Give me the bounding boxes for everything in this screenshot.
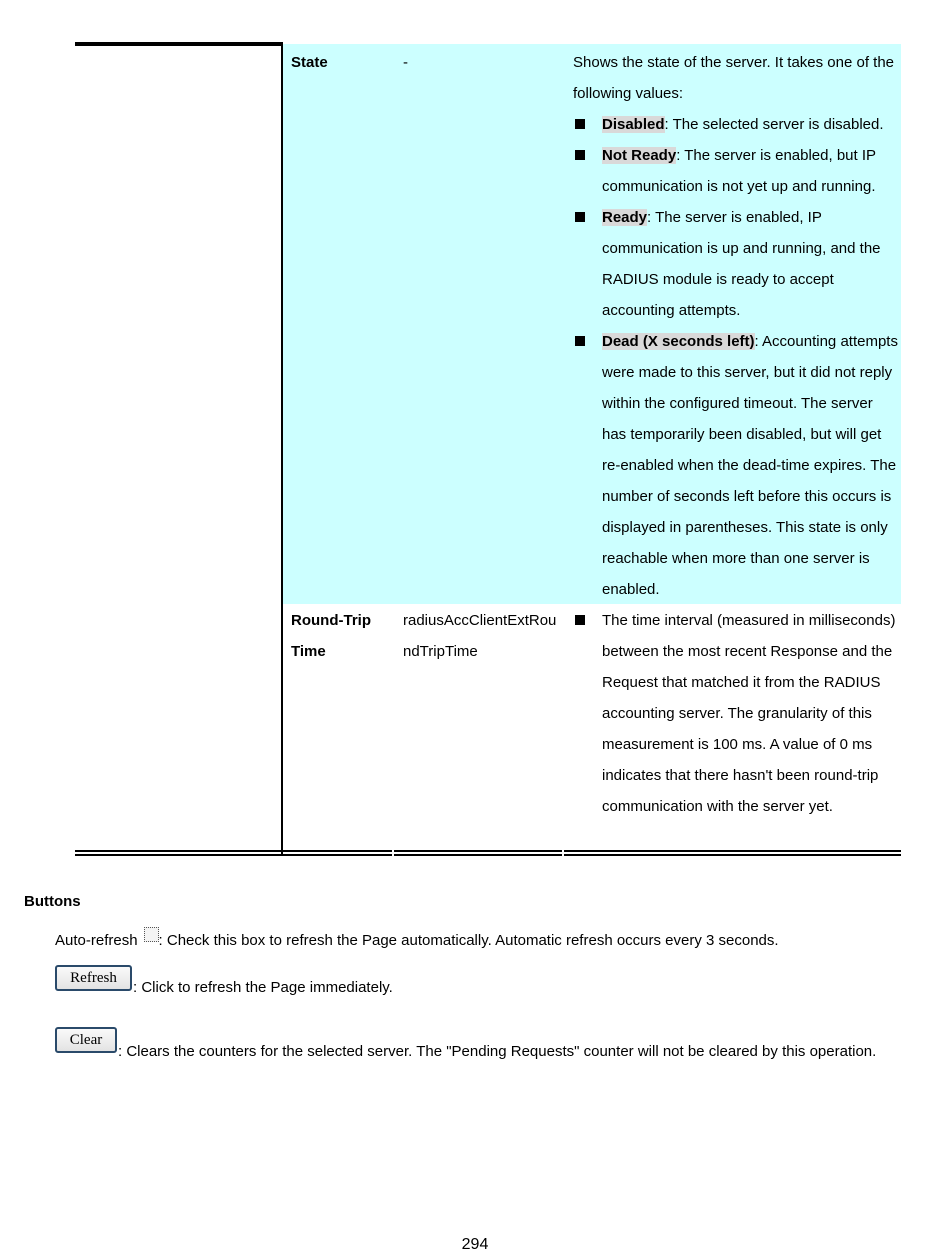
list-item — [573, 202, 898, 326]
value-term: Disabled — [602, 116, 665, 133]
auto-refresh-description: : Check this box to refresh the Page automatically. Automatic refresh occurs every 3 seconds. — [158, 932, 779, 949]
value-description: : The server is enabled, but IP communication is not yet up and running. — [602, 147, 876, 195]
value-description: : Accounting attempts were made to this server, but it did not reply within the configured timeout. The server has temporarily been disabled, but will get re-enabled when the dead-time expires. The number of seconds left before this occurs is displayed in parentheses. This state is only reachable when more than one server is enabled. — [602, 333, 898, 598]
table-bottom-rule — [394, 850, 562, 856]
refresh-button[interactable]: Refresh — [55, 965, 132, 991]
list-item — [573, 109, 898, 140]
value-description: The time interval (measured in milliseconds) between the most recent Response and the Request that matched it from the RADIUS accounting server. The granularity of this measurement is 100 ms. A value of 0 ms indicates that there hasn't been round-trip communication with the server yet. — [602, 612, 896, 815]
bullet-square-icon — [575, 212, 585, 222]
table-bottom-rule — [75, 850, 392, 856]
auto-refresh-line — [55, 927, 779, 951]
round-trip-object-cell: Round-Trip Time — [291, 612, 371, 660]
value-term: Ready — [602, 209, 648, 226]
state-values-list — [573, 109, 898, 605]
bullet-square-icon — [575, 336, 585, 346]
refresh-description: : Click to refresh the Page immediately. — [133, 979, 393, 996]
list-item — [573, 605, 898, 822]
auto-refresh-label: Auto-refresh — [55, 932, 138, 949]
table-top-rule — [75, 42, 282, 46]
state-mib-cell: - — [403, 54, 408, 71]
attribute-table — [75, 42, 901, 858]
table-column-divider — [281, 42, 283, 854]
auto-refresh-checkbox[interactable] — [144, 927, 159, 942]
round-trip-description-list — [573, 605, 898, 822]
list-item — [573, 326, 898, 605]
bullet-square-icon — [575, 150, 585, 160]
bullet-square-icon — [575, 119, 585, 129]
table-bottom-rule — [564, 850, 901, 856]
state-description-intro: Shows the state of the server. It takes one of the following values: — [573, 54, 895, 102]
state-object-cell: State — [291, 54, 328, 71]
value-term: Dead (X seconds left) — [602, 333, 755, 350]
value-term: Not Ready — [602, 147, 677, 164]
round-trip-mib-cell: radiusAccClientExtRoundTripTime — [403, 612, 557, 660]
value-description: : The server is enabled, IP communication is up and running, and the RADIUS module is ready to accept accounting attempts. — [602, 209, 881, 319]
clear-description: : Clears the counters for the selected server. The "Pending Requests" counter will not be cleared by this operation. — [118, 1043, 877, 1060]
bullet-square-icon — [575, 615, 585, 625]
list-item — [573, 140, 898, 202]
page-number: 294 — [461, 1236, 489, 1253]
value-description: : The selected server is disabled. — [664, 116, 884, 133]
clear-button[interactable]: Clear — [55, 1027, 117, 1053]
buttons-section-title: Buttons — [24, 893, 81, 910]
